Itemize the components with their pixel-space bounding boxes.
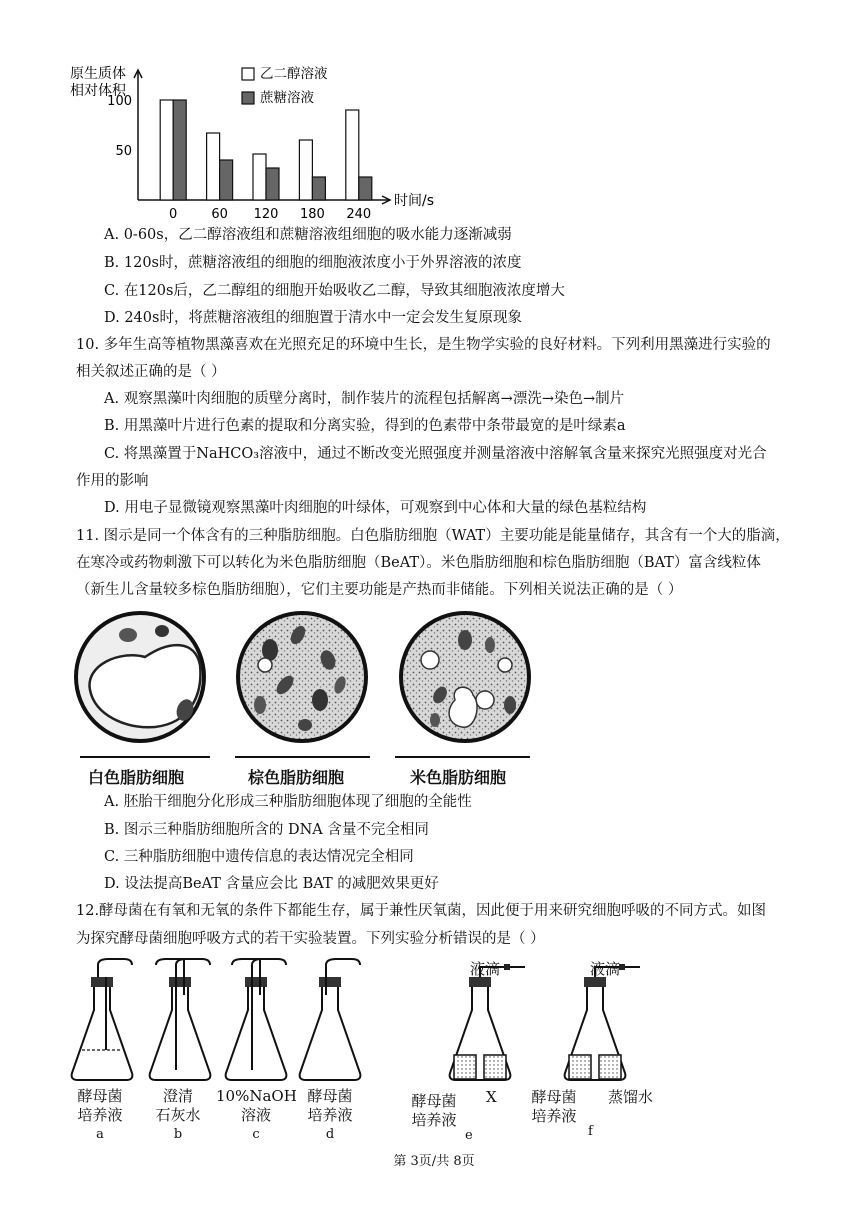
flask-e-line2: 培养液	[411, 1111, 457, 1129]
flask-d-tag: d	[325, 1127, 335, 1142]
legend-swatch	[242, 92, 254, 104]
q10-stem-1: 10. 多年生高等植物黑藻喜欢在光照充足的环境中生长，是生物学实验的良好材料。下列利用黑藻进行实验的	[76, 337, 771, 353]
q12-stem-2: 为探究酵母菌细胞呼吸方式的若干实验装置。下列实验分析错误的是（ ）	[76, 931, 545, 947]
q11-option-b: B. 图示三种脂肪细胞所含的 DNA 含量不完全相同	[104, 822, 429, 838]
q11-stem-1: 11. 图示是同一个体含有的三种脂肪细胞。白色脂肪细胞（WAT）主要功能是能量储存，其含有一个大的脂滴，	[76, 528, 790, 544]
flask-e-tag: e	[465, 1128, 473, 1143]
flask-c-line1: 10%NaOH	[216, 1087, 297, 1105]
flask-f-line1: 酵母菌	[531, 1088, 577, 1106]
x-tick-label: 180	[299, 207, 325, 222]
flask-f-side-label: 蒸馏水	[608, 1088, 654, 1106]
q11-stem-3: （新生儿含量较多棕色脂肪细胞），它们主要功能是产热而非储能。下列相关说法正确的是（ ）	[76, 582, 683, 598]
flask-a	[72, 959, 133, 1080]
bar-glycol	[160, 100, 173, 200]
bar-glycol	[207, 133, 220, 200]
flask-b-line1: 澄清	[162, 1087, 193, 1105]
chart-layer	[70, 65, 434, 222]
flask-c-line2: 溶液	[240, 1106, 271, 1124]
flask-f-label	[524, 1088, 584, 1126]
legend-label: 乙二醇溶液	[260, 66, 328, 82]
q10-option-c-cont: 作用的影响	[76, 473, 149, 489]
bar-chart	[60, 60, 435, 230]
flask-a-label	[70, 1087, 130, 1144]
y-axis-label: 原生质体	[70, 66, 126, 82]
q9-option-d: D. 240s时，将蔗糖溶液组的细胞置于清水中一定会发生复原现象	[104, 310, 522, 326]
legend-swatch	[242, 68, 254, 80]
q10-option-c: C. 将黑藻置于NaHCO₃溶液中，通过不断改变光照强度并测量溶液中溶解氧含量来探究光照强度对光合	[104, 446, 767, 462]
x-tick-label: 240	[346, 207, 372, 222]
q9-option-a: A. 0-60s，乙二醇溶液组和蔗糖溶液组细胞的吸水能力逐渐减弱	[104, 227, 512, 243]
x-tick-label: 60	[211, 207, 228, 222]
flask-e-side-label: X	[486, 1088, 497, 1106]
bar-glycol	[253, 154, 266, 200]
flask-c-label	[216, 1087, 296, 1144]
flask-d-line1: 酵母菌	[307, 1087, 353, 1105]
q11-option-a: A. 胚胎干细胞分化形成三种脂肪细胞体现了细胞的全能性	[104, 794, 472, 810]
x-axis-label: 时间/s	[394, 193, 435, 209]
q11-option-c: C. 三种脂肪细胞中遗传信息的表达情况完全相同	[104, 849, 414, 865]
q12-stem-1: 12.酵母菌在有氧和无氧的条件下都能生存，属于兼性厌氧菌，因此便于用来研究细胞呼吸的不同方式。如图	[76, 903, 767, 919]
bar-sucrose	[266, 168, 279, 200]
q11-option-d: D. 设法提高BeAT 含量应会比 BAT 的减肥效果更好	[104, 876, 439, 892]
flask-f-droplet-label: 液滴	[590, 960, 621, 978]
flask-b	[150, 959, 211, 1080]
y-axis-label: 相对体积	[70, 83, 126, 99]
q10-stem-2: 相关叙述正确的是（ ）	[76, 364, 226, 380]
flask-c	[226, 959, 287, 1080]
flask-a-line2: 培养液	[77, 1106, 123, 1124]
flask-f-tag: f	[588, 1124, 593, 1139]
page-footer: 第 3页/共 8页	[393, 1154, 475, 1169]
brown-fat-cell	[238, 613, 366, 741]
flask-e-droplet-label: 液滴	[470, 960, 501, 978]
legend-label: 蔗糖溶液	[260, 90, 314, 106]
flask-d	[300, 959, 361, 1080]
y-tick-label: 50	[115, 144, 132, 159]
flask-e	[450, 964, 525, 1080]
bar-sucrose	[220, 160, 233, 200]
flask-a-line1: 酵母菌	[77, 1087, 123, 1105]
flask-f-line2: 培养液	[531, 1107, 577, 1125]
q10-option-a: A. 观察黑藻叶肉细胞的质壁分离时，制作装片的流程包括解离→漂洗→染色→制片	[104, 391, 625, 407]
caption-white-fat: 白色脂肪细胞	[88, 768, 185, 787]
flask-b-line2: 石灰水	[155, 1106, 201, 1124]
caption-beige-fat: 米色脂肪细胞	[410, 768, 507, 787]
x-tick-label: 0	[169, 207, 178, 222]
beige-fat-cell	[401, 613, 529, 741]
flask-d-line2: 培养液	[307, 1106, 353, 1124]
flask-f	[565, 964, 640, 1080]
bar-glycol	[299, 140, 312, 200]
q10-option-d: D. 用电子显微镜观察黑藻叶肉细胞的叶绿体，可观察到中心体和大量的绿色基粒结构	[104, 500, 647, 516]
bar-sucrose	[312, 177, 325, 200]
flask-a-tag: a	[96, 1127, 104, 1142]
bar-sucrose	[359, 177, 372, 200]
x-tick-label: 120	[253, 207, 279, 222]
white-fat-cell	[76, 613, 204, 741]
q11-stem-2: 在寒冷或药物刺激下可以转化为米色脂肪细胞（BeAT）。米色脂肪细胞和棕色脂肪细胞（BAT）富含线粒体	[76, 555, 761, 571]
flask-b-tag: b	[173, 1127, 183, 1142]
q9-option-c: C. 在120s后，乙二醇组的细胞开始吸收乙二醇，导致其细胞液浓度增大	[104, 283, 565, 299]
bar-glycol	[346, 110, 359, 200]
flask-e-line1: 酵母菌	[411, 1092, 457, 1110]
q10-option-b: B. 用黑藻叶片进行色素的提取和分离实验，得到的色素带中条带最宽的是叶绿素a	[104, 418, 626, 434]
fat-cells-figure	[70, 605, 540, 765]
caption-brown-fat: 棕色脂肪细胞	[248, 768, 345, 787]
bar-sucrose	[173, 100, 186, 200]
flask-d-label	[300, 1087, 360, 1144]
flask-c-tag: c	[252, 1127, 260, 1142]
flask-e-label	[404, 1092, 464, 1130]
y-tick-label: 100	[107, 94, 132, 109]
flask-b-label	[148, 1087, 208, 1144]
q9-option-b: B. 120s时，蔗糖溶液组的细胞的细胞液浓度小于外界溶液的浓度	[104, 255, 522, 271]
